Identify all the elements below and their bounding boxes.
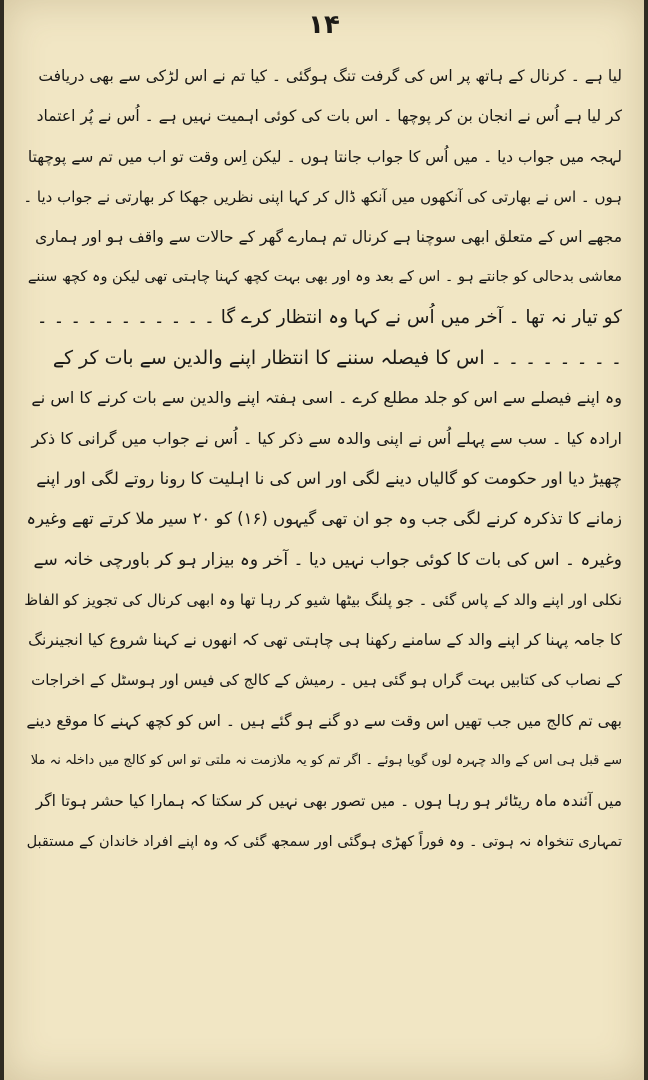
text-line-15: کا جامہ پہنا کر اپنے والد کے سامنے رکھنا ہی چاہتی تھی کہ انھوں نے کہنا شروع کیا انجینرنگ xyxy=(28,631,622,650)
text-line-5: مجھے اس کے متعلق ابھی سوچنا ہے کرنال تم ہمارے گھر کے حالات سے واقف ہو اور ہماری xyxy=(35,228,622,247)
text-line-9: وہ اپنے فیصلے سے اس کو جلد مطلع کرے ۔ اسی ہفتہ اپنے والدین سے بات کرنے کا اس نے xyxy=(31,388,622,408)
text-line-2: کر لیا ہے اُس نے انجان بن کر پوچھا ۔ اس بات کی کوئی اہمیت نہیں ہے ۔ اُس نے پُر اعتماد xyxy=(36,107,622,126)
book-page xyxy=(4,0,644,1080)
text-line-17: بھی تم کالج میں جب تھیں اس وقت سے دو گنے ہو گئے ہیں ۔ اس کو کچھ کہنے کا موقع دینے xyxy=(26,711,622,730)
text-line-20: تمہاری تنخواہ نہ ہوتی ۔ وہ فوراً کھڑی ہوگئی اور سمجھ گئی کہ وہ اپنے افراد خاندان کے مستقبل xyxy=(26,833,622,850)
text-line-10: ارادہ کیا ۔ سب سے پہلے اُس نے اپنی والدہ سے ذکر کیا ۔ اُس نے جواب میں گرانی کا ذکر xyxy=(31,428,622,448)
urdu-body-text xyxy=(22,56,622,862)
text-line-19: میں آئندہ ماہ ریٹائر ہو رہا ہوں ۔ میں تصور بھی نہیں کر سکتا کہ ہمارا کیا حشر ہوتا اگر xyxy=(35,792,622,811)
text-line-12: زمانے کا تذکرہ کرنے لگی جب وہ جو ان تھی گیہوں (۱۶) کو ۲۰ سیر ملا کرتے تھے وغیرہ xyxy=(26,509,622,529)
text-line-7: کو تیار نہ تھا ۔ آخر میں اُس نے کہا وہ انتظار کرے گا ۔ ۔ ۔ ۔ ۔ ۔ ۔ ۔ ۔ ۔ ۔ xyxy=(36,306,622,328)
text-line-16: کے نصاب کی کتابیں بہت گراں ہو گئی ہیں ۔ رمیش کے کالج کی فیس اور ہوسٹل کے اخراجات xyxy=(31,671,622,690)
page-number: ۱۴ xyxy=(308,10,340,40)
text-line-6: معاشی بدحالی کو جانتے ہو ۔ اس کے بعد وہ اور بھی بہت کچھ کہنا چاہتی تھی لیکن وہ کچھ سننے xyxy=(27,269,622,286)
text-line-14: نکلی اور اپنے والد کے پاس گئی ۔ جو پلنگ بیٹھا شیو کر رہا تھا وہ ابھی کرنال کی تجویز کو الفاظ xyxy=(24,590,622,609)
text-line-4: ہوں ۔ اس نے بھارتی کی آنکھوں میں آنکھ ڈال کر کہا اپنی نظریں جھکا کر بھارتی نے جواب دیا ۔ xyxy=(23,187,622,206)
text-line-1: لیا ہے ۔ کرنال کے ہاتھ پر اس کی گرفت تنگ ہوگئی ۔ کیا تم نے اس لڑکی سے بھی دریافت xyxy=(38,67,622,85)
text-line-11: چھیڑ دیا اور حکومت کو گالیاں دینے لگی اور اس کی نا اہلیت کا رونا روتے لگی اور اپنے xyxy=(36,468,622,488)
text-line-13: وغیرہ ۔ اس کی بات کا کوئی جواب نہیں دیا ۔ آخر وہ بیزار ہو کر باورچی خانہ سے xyxy=(33,549,622,570)
text-line-18: سے قبل ہی اس کے والد چہرہ لوں گویا ہوئے ۔ اگر تم کو یہ ملازمت نہ ملتی تو اس کو کالج میں داخلہ نہ ملا xyxy=(30,753,622,769)
text-line-3: لہجہ میں جواب دیا ۔ میں اُس کا جواب جانتا ہوں ۔ لیکن اِس وقت تو اب میں تم سے پوچھتا xyxy=(27,147,622,166)
text-line-8: ۔ ۔ ۔ ۔ ۔ ۔ ۔ ۔ اس کا فیصلہ سننے کا انتظار اپنے والدین سے بات کر کے xyxy=(52,347,622,370)
